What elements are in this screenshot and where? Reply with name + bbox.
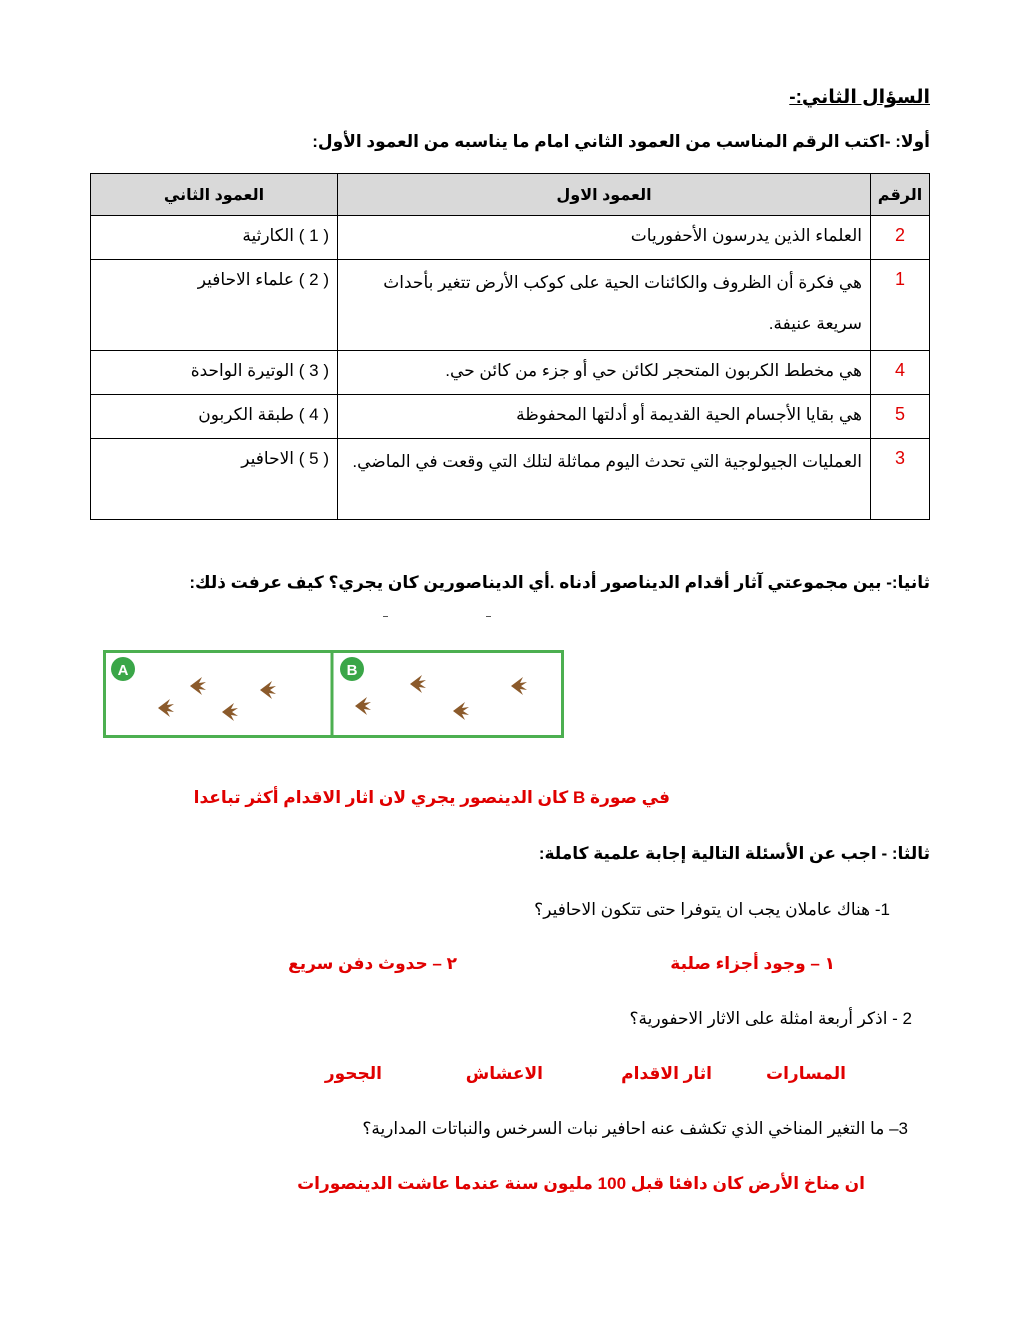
q2-answer-3: الاعشاش [465, 1064, 543, 1083]
table-row [91, 351, 930, 395]
row-definition: هي بقايا الأجسام الحية القديمة أو أدلتها المحفوظة [338, 395, 871, 439]
header-col2: العمود الثاني [91, 174, 338, 216]
table-row [91, 439, 930, 520]
row-answer-number: 2 [871, 216, 930, 260]
row-definition: العلماء الذين يدرسون الأحفوريات [338, 216, 871, 260]
matching-table [90, 173, 930, 520]
q2-answer-4: الجحور [324, 1064, 382, 1083]
row-term: ( 1 ) الكارثية [91, 216, 338, 260]
row-term: ( 4 ) طبقة الكربون [91, 395, 338, 439]
table-row [91, 395, 930, 439]
part2-question: ثانيا:- بين مجموعتي آثار أقدام الديناصور أدناه .أي الديناصورين كان يجري؟ كيف عرفت ذلك: [189, 573, 930, 592]
panel-a [111, 657, 135, 681]
footprints-figure [103, 650, 564, 738]
sub-question-3: 3– ما التغير المناخي الذي تكشف عنه احافير نبات السرخس والنباتات المدارية؟ [362, 1119, 908, 1138]
table-header-row [91, 174, 930, 216]
section-heading: السؤال الثاني:- [789, 87, 930, 108]
row-definition: هي فكرة أن الظروف والكائنات الحية على كوكب الأرض تتغير بأحداث سريعة عنيفة. [338, 260, 871, 351]
label-b: B [346, 662, 358, 679]
row-term: ( 2 ) علماء الاحافير [91, 260, 338, 351]
part3-question: ثالثا: - اجب عن الأسئلة التالية إجابة علمية كاملة: [538, 844, 930, 863]
sub-question-2: 2 - اذكر أربعة امثلة على الاثار الاحفورية؟ [629, 1009, 912, 1028]
row-answer-number: 5 [871, 395, 930, 439]
table-row [91, 216, 930, 260]
part1-instruction: أولا: -اكتب الرقم المناسب من العمود الثاني امام ما يناسبه من العمود الأول: [312, 132, 930, 151]
header-num: الرقم [871, 174, 930, 216]
row-answer-number: 3 [871, 439, 930, 520]
panel-b [340, 657, 364, 681]
header-col1: العمود الاول [338, 174, 871, 216]
row-definition: العمليات الجيولوجية التي تحدث اليوم مماثلة لتلك التي وقعت في الماضي. [338, 439, 871, 520]
q3-answer: ان مناخ الأرض كان دافئا قبل 100 مليون سنة عندما عاشت الدينصورات [297, 1174, 865, 1193]
row-definition: هي مخطط الكربون المتحجر لكائن حي أو جزء من كائن حي. [338, 351, 871, 395]
q1-answer-2: ٢ – حدوث دفن سريع [288, 954, 457, 973]
sub-question-1: 1- هناك عاملان يجب ان يتوفرا حتى تتكون الاحافير؟ [534, 900, 890, 919]
divider [383, 616, 388, 617]
row-term: ( 3 ) الوتيرة الواحدة [91, 351, 338, 395]
q1-answer-1: ١ – وجود أجزاء صلبة [670, 954, 835, 973]
table-row [91, 260, 930, 351]
divider [486, 616, 491, 617]
row-answer-number: 1 [871, 260, 930, 351]
part2-answer: في صورة B كان الدينصور يجري لان اثار الاقدام أكثر تباعدا [193, 788, 670, 807]
q2-answer-2: اثار الاقدام [621, 1064, 712, 1083]
q2-answer-1: المسارات [766, 1064, 846, 1083]
row-answer-number: 4 [871, 351, 930, 395]
row-term: ( 5 ) الاحافير [91, 439, 338, 520]
label-a: A [117, 662, 129, 679]
